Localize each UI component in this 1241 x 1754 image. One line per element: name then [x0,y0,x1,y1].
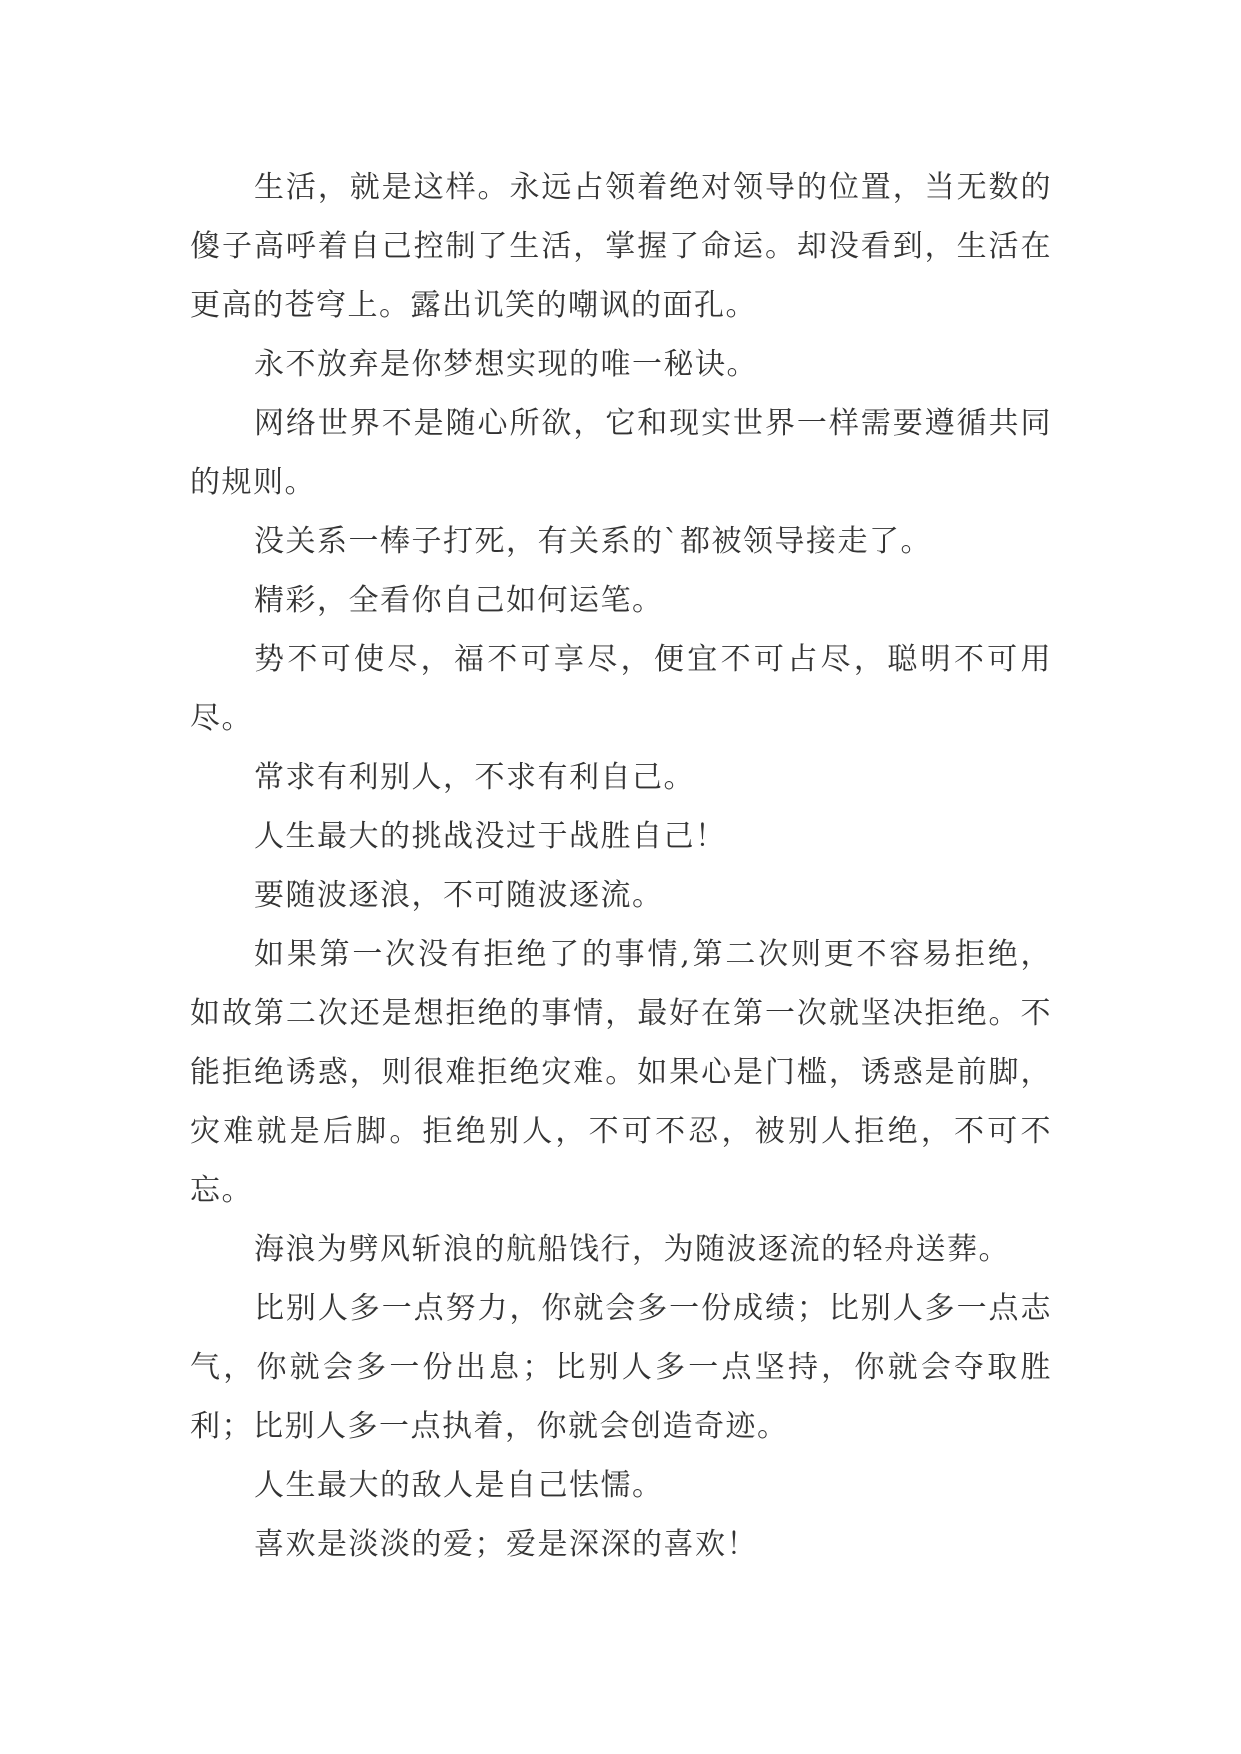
paragraph-1: 生活，就是这样。永远占领着绝对领导的位置，当无数的傻子高呼着自己控制了生活，掌握了命运。却没看到，生活在更高的苍穹上。露出讥笑的嘲讽的面孔。 [190,170,1052,323]
paragraph-4: 没关系一棒子打死，有关系的`都被领导接走了。 [254,524,932,559]
paragraph-11: 海浪为劈风斩浪的航船饯行，为随波逐流的轻舟送葬。 [254,1232,1010,1267]
paragraph-14: 喜欢是淡淡的爱；爱是深深的喜欢！ [254,1527,758,1562]
paragraph-6: 势不可使尽，福不可享尽，便宜不可占尽，聪明不可用尽。 [190,642,1052,736]
paragraph-3: 网络世界不是随心所欲，它和现实世界一样需要遵循共同的规则。 [190,406,1052,500]
paragraph-8: 人生最大的挑战没过于战胜自己！ [254,819,727,854]
paragraph-12: 比别人多一点努力，你就会多一份成绩；比别人多一点志气，你就会多一份出息；比别人多一点坚持，你就会夺取胜利；比别人多一点执着，你就会创造奇迹。 [190,1291,1052,1444]
paragraph-2: 永不放弃是你梦想实现的唯一秘诀。 [254,347,758,382]
paragraph-9: 要随波逐浪，不可随波逐流。 [254,878,664,913]
paragraph-5: 精彩，全看你自己如何运笔。 [254,583,664,618]
paragraph-7: 常求有利别人，不求有利自己。 [254,760,695,795]
paragraph-10: 如果第一次没有拒绝了的事情,第二次则更不容易拒绝，如故第二次还是想拒绝的事情，最好在第一次就坚决拒绝。不能拒绝诱惑，则很难拒绝灾难。如果心是门槛，诱惑是前脚，灾难就是后脚。拒绝别人，不可不忍，被别人拒绝，不可不忘。 [190,937,1052,1208]
document-body [190,158,1052,1574]
paragraph-13: 人生最大的敌人是自己怯懦。 [254,1468,664,1503]
